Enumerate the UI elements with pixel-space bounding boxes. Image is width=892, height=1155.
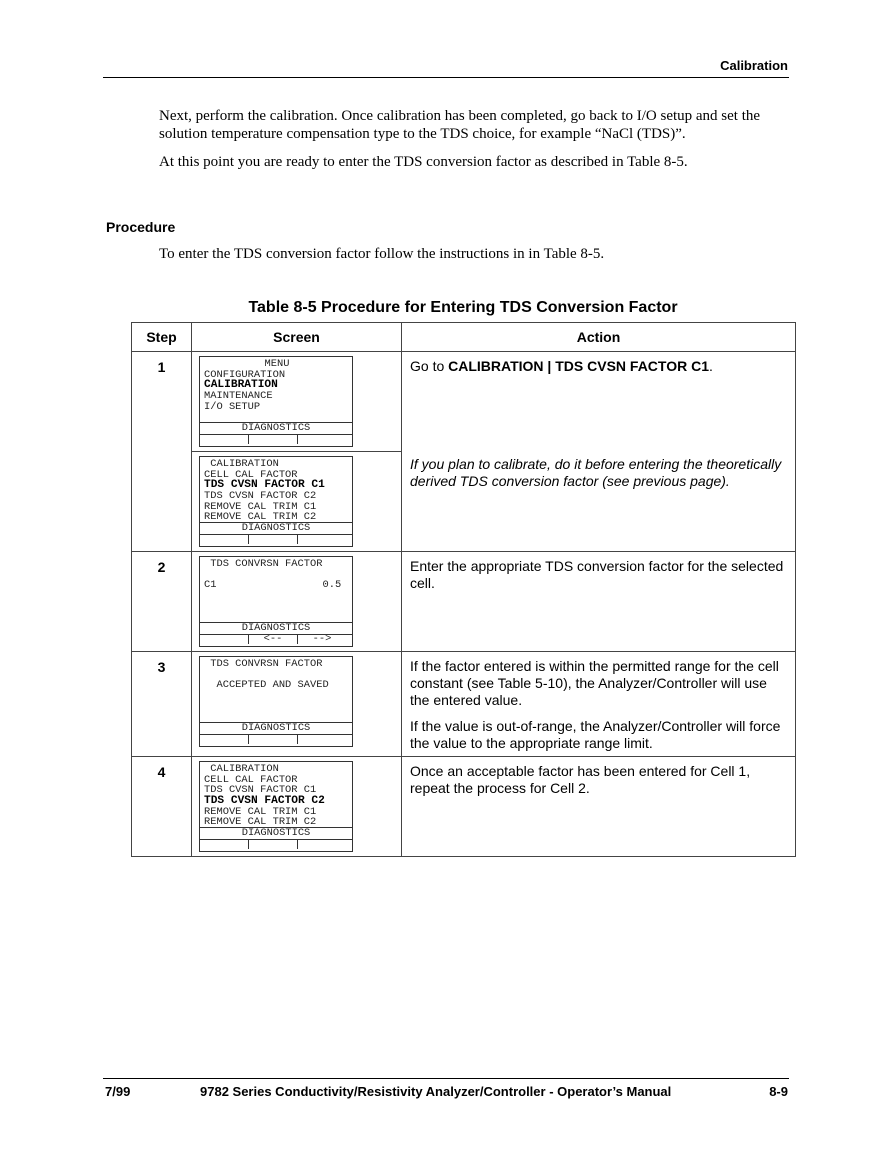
- lcd-softkey-bar: [200, 839, 352, 851]
- lcd-line: CELL CAL FACTOR: [204, 773, 298, 786]
- lcd-screen: [199, 761, 353, 852]
- lcd-line: REMOVE CAL TRIM C1: [204, 500, 317, 513]
- table-row: [132, 652, 796, 757]
- lcd-line: I/O SETUP: [204, 400, 261, 413]
- lcd-screen: [199, 456, 353, 547]
- calibration-note: If you plan to calibrate, do it before entering the theoretically derived TDS conversion factor (see previous page).: [410, 456, 782, 489]
- lcd-text-area: [204, 559, 350, 621]
- action-text: Go to: [410, 358, 449, 374]
- lcd-diagnostics-bar: DIAGNOSTICS: [200, 622, 352, 635]
- step-column-header: Step: [132, 323, 192, 352]
- lcd-line: TDS CVSN FACTOR C2: [204, 490, 317, 503]
- procedure-paragraph: To enter the TDS conversion factor follow the instructions in in Table 8-5.: [159, 246, 605, 262]
- lcd-line: MAINTENANCE: [204, 390, 273, 403]
- action-cell: [402, 757, 796, 857]
- lcd-line: TDS CONVRSN FACTOR: [204, 559, 323, 570]
- screen-column-header: Screen: [192, 323, 402, 352]
- softkey-divider: [297, 435, 298, 444]
- lcd-line: MENU: [264, 359, 290, 370]
- action-cell: [402, 652, 796, 757]
- softkey-divider: [248, 735, 249, 744]
- action-column-header: Action: [402, 323, 796, 352]
- page-number: 8-9: [769, 1084, 788, 1099]
- action-cell: [402, 352, 796, 552]
- softkey-divider: [248, 535, 249, 544]
- action-text-suffix: .: [709, 358, 713, 374]
- footer-date: 7/99: [105, 1084, 131, 1099]
- table-row: [132, 552, 796, 652]
- lcd-line: C1 0.5: [204, 579, 342, 592]
- softkey-left-label: <--: [263, 633, 283, 645]
- lcd-softkey-bar: [200, 534, 352, 546]
- lcd-screen: [199, 356, 353, 447]
- lcd-softkey-bar: [200, 434, 352, 446]
- lcd-diagnostics-bar: DIAGNOSTICS: [200, 722, 352, 735]
- step-number: 2: [132, 552, 192, 652]
- footer-rule: [103, 1078, 789, 1079]
- lcd-softkey-bar: [200, 734, 352, 746]
- lcd-text-area: [204, 459, 350, 521]
- lcd-highlighted-line: TDS CVSN FACTOR C1: [204, 479, 325, 492]
- lcd-line: REMOVE CAL TRIM C2: [204, 816, 317, 826]
- softkey-right-label: -->: [312, 633, 332, 645]
- procedure-table: [131, 322, 796, 857]
- step-number: 3: [132, 652, 192, 757]
- ready-paragraph: At this point you are ready to enter the TDS conversion factor as described in Table 8-5.: [159, 154, 688, 170]
- action-text: If the factor entered is within the permitted range for the cell constant (see Table 5-10), the Analyzer/Controller will use the entered value.: [410, 658, 779, 708]
- procedure-heading: Procedure: [106, 219, 176, 235]
- footer-manual-title: 9782 Series Conductivity/Resistivity Analyzer/Controller - Operator’s Manual: [200, 1084, 672, 1099]
- lcd-line: REMOVE CAL TRIM C1: [204, 805, 317, 818]
- softkey-divider: [297, 840, 298, 849]
- action-text-out-of-range: If the value is out-of-range, the Analyzer/Controller will force the value to the appropriate range limit.: [410, 718, 781, 751]
- intro-paragraph: Next, perform the calibration. Once calibration has been completed, go back to I/O setup and set the solution temperature compensation type to the TDS choice, for example “NaCl (TDS)”.: [159, 108, 761, 142]
- action-text: Once an acceptable factor has been entered for Cell 1, repeat the process for Cell 2.: [410, 763, 751, 796]
- lcd-line: CALIBRATION: [204, 764, 279, 775]
- header-rule: [103, 77, 789, 78]
- softkey-divider: [297, 735, 298, 744]
- screen-cell: [192, 352, 402, 552]
- table-header-row: [132, 323, 796, 352]
- lcd-diagnostics-bar: DIAGNOSTICS: [200, 422, 352, 435]
- lcd-diagnostics-bar: DIAGNOSTICS: [200, 522, 352, 535]
- lcd-line: TDS CONVRSN FACTOR: [204, 659, 323, 670]
- softkey-divider: [297, 535, 298, 544]
- menu-path: CALIBRATION | TDS CVSN FACTOR C1: [448, 358, 709, 374]
- screen-cell: [192, 757, 402, 857]
- screen-cell: [192, 652, 402, 757]
- lcd-line: CELL CAL FACTOR: [204, 468, 298, 481]
- lcd-line: CALIBRATION: [204, 459, 279, 470]
- table-caption: Table 8-5 Procedure for Entering TDS Conversion Factor: [248, 299, 678, 316]
- lcd-highlighted-line: TDS CVSN FACTOR C2: [204, 795, 325, 808]
- softkey-divider: [248, 840, 249, 849]
- lcd-line: ACCEPTED AND SAVED: [204, 679, 329, 692]
- running-header: Calibration: [720, 58, 788, 73]
- lcd-diagnostics-bar: DIAGNOSTICS: [200, 827, 352, 840]
- lcd-line: TDS CVSN FACTOR C1: [204, 784, 317, 797]
- action-text: Enter the appropriate TDS conversion factor for the selected cell.: [410, 558, 784, 591]
- table-row: [132, 757, 796, 857]
- step-number: 1: [132, 352, 192, 552]
- lcd-highlighted-line: CALIBRATION: [204, 379, 278, 392]
- table-row: [132, 352, 796, 552]
- lcd-text-area: [204, 359, 350, 421]
- lcd-line: CONFIGURATION: [204, 368, 286, 381]
- lcd-text-area: [204, 764, 350, 826]
- lcd-line: REMOVE CAL TRIM C2: [204, 511, 317, 521]
- lcd-text-area: [204, 659, 350, 721]
- softkey-divider: [248, 435, 249, 444]
- lcd-screen: [199, 556, 353, 647]
- lcd-screen: [199, 656, 353, 747]
- lcd-softkey-bar: [200, 634, 352, 646]
- action-cell: [402, 552, 796, 652]
- screen-cell: [192, 552, 402, 652]
- step-number: 4: [132, 757, 192, 857]
